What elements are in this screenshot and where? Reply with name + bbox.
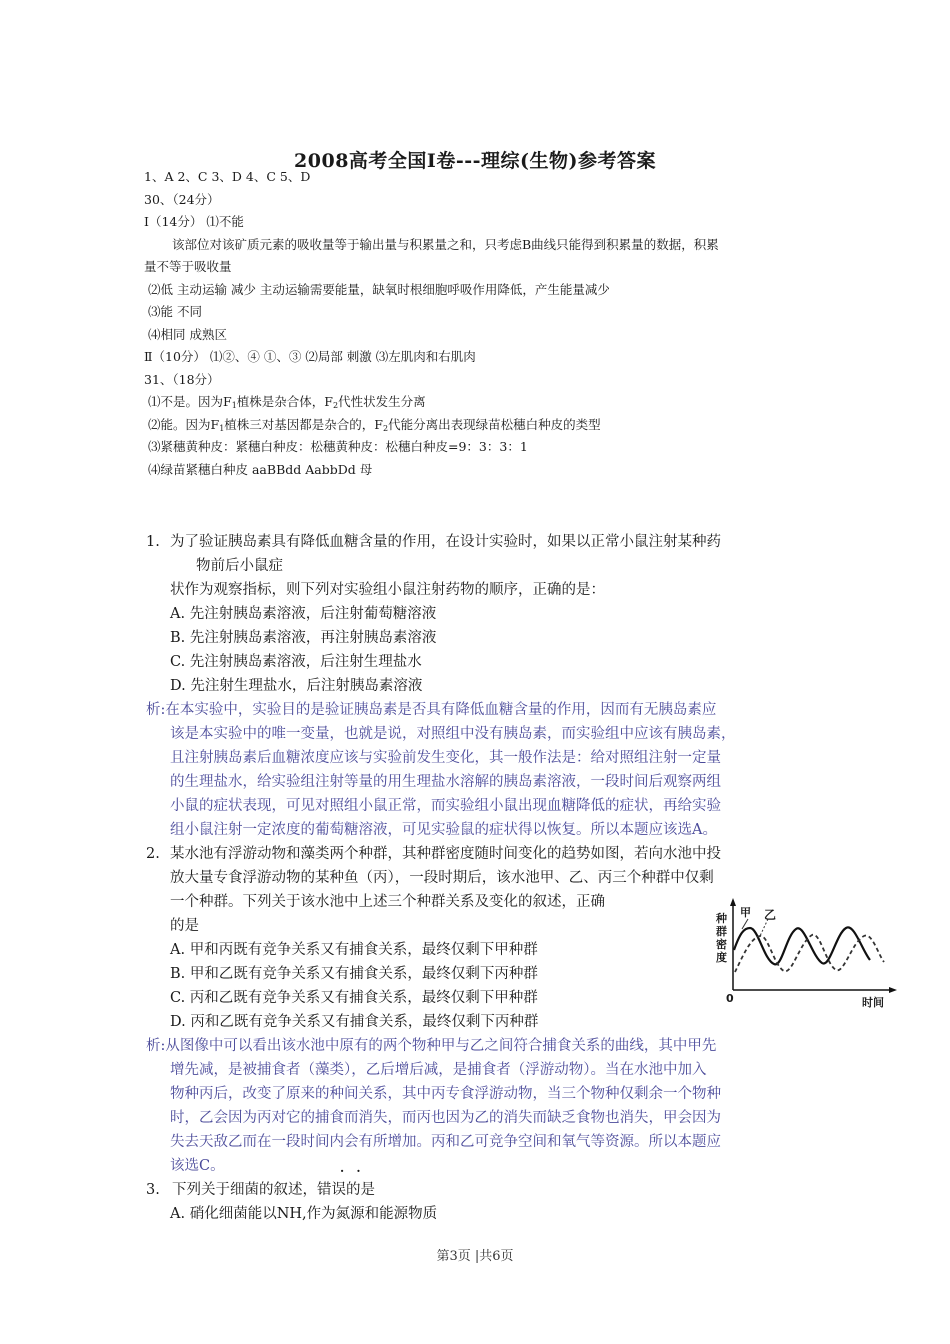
option-a: A. 甲和丙既有竞争关系又有捕食关系，最终仅剩下甲种群	[170, 942, 538, 958]
q30-part1-line1: 该部位对该矿质元素的吸收量等于输出量与积累量之和，只考虑B曲线只能得到积累量的数据，积累	[172, 237, 719, 252]
y-axis-char: 种	[716, 912, 727, 925]
q30-part2: Ⅱ（10分） ⑴②、④ ①、③ ⑵局部 刺激 ⑶左肌肉和右肌肉	[144, 349, 476, 364]
q30-part1-line2: 量不等于吸收量	[144, 259, 232, 274]
option-c: C. 丙和乙既有竞争关系又有捕食关系，最终仅剩下甲种群	[170, 990, 538, 1006]
page-footer: 第3页 |共6页	[436, 1249, 514, 1264]
q30-header: 30、（24分）	[144, 192, 220, 207]
y-axis-char: 群	[716, 925, 727, 938]
analysis-line: 析:从图像中可以看出该水池中原有的两个物种甲与乙之间符合捕食关系的曲线，其中甲先	[146, 1038, 717, 1054]
analysis-line: 且注射胰岛素后血糖浓度应该与实验前发生变化，其一般作法是：给对照组注射一定量	[170, 750, 721, 766]
question-stem: 一个种群。下列关于该水池中上述三个种群关系及变化的叙述，正确	[170, 894, 605, 910]
y-axis-label	[716, 912, 727, 964]
option-a: A. 硝化细菌能以NH,作为氮源和能源物质	[170, 1206, 438, 1222]
question-stem: 的是	[170, 918, 199, 934]
analysis-line: 的生理盐水，给实验组注射等量的用生理盐水溶解的胰岛素溶液，一段时间后观察两组	[170, 774, 721, 790]
question-number: 2.	[146, 846, 160, 862]
mc-answers: 1、A 2、C 3、D 4、C 5、D	[144, 169, 311, 184]
q31-2-text-b: 植株三对基因都是杂合的，F	[224, 417, 383, 432]
option-b: B. 先注射胰岛素溶液，再注射胰岛素溶液	[170, 630, 437, 646]
question-stem: 为了验证胰岛素具有降低血糖含量的作用，在设计实验时，如果以正常小鼠注射某种药	[170, 534, 721, 550]
y-axis-char: 密	[716, 938, 727, 951]
subscript: 1	[219, 424, 225, 433]
q31-4: ⑷绿苗紧穗白种皮 aaBBdd AabbDd 母	[148, 462, 373, 477]
analysis-line: 小鼠的症状表现，可见对照组小鼠正常，而实验组小鼠出现血糖降低的症状，再给实验	[170, 798, 721, 814]
population-density-chart	[712, 898, 897, 1010]
question-number: 3.	[146, 1182, 160, 1198]
q31-1-text-c: 代性状发生分离	[338, 394, 426, 409]
legend-jia: 甲	[740, 906, 751, 919]
q31-2-text-c: 代能分离出表现绿苗松穗白种皮的类型	[388, 417, 601, 432]
subscript: 2	[332, 401, 339, 410]
question-number: 1.	[146, 534, 160, 550]
q31-1-text-b: 植株是杂合体，F	[236, 394, 333, 409]
question-stem: 放大量专食浮游动物的某种鱼（丙），一段时期后，该水池甲、乙、丙三个种群中仅剩	[170, 870, 714, 886]
subscript: 1	[231, 401, 237, 410]
option-a: A. 先注射胰岛素溶液，后注射葡萄糖溶液	[170, 606, 437, 622]
subscript: 2	[382, 424, 389, 433]
question-stem: 下列关于细菌的叙述，错误的是	[172, 1182, 375, 1198]
page-title: 2008高考全国Ⅰ卷---理综(生物)参考答案	[294, 150, 656, 172]
analysis-line: 组小鼠注射一定浓度的葡萄糖溶液，可见实验鼠的症状得以恢复。所以本题应该选A。	[170, 822, 717, 838]
analysis-line: 析:在本实验中，实验目的是验证胰岛素是否具有降低血糖含量的作用，因而有无胰岛素应	[146, 702, 717, 718]
origin-label: 0	[726, 992, 734, 1005]
analysis-line: 增先减，是被捕食者（藻类），乙后增后减，是捕食者（浮游动物）。当在水池中加入	[170, 1062, 707, 1078]
question-stem: 状作为观察指标，则下列对实验组小鼠注射药物的顺序，正确的是：	[170, 582, 605, 598]
analysis-line: 该是本实验中的唯一变量，也就是说，对照组中没有胰岛素，而实验组中应该有胰岛素，	[170, 726, 736, 742]
q31-1-text-a: ⑴不是。因为F	[148, 394, 232, 409]
x-axis-label: 时间	[862, 996, 884, 1009]
analysis-line: 物种丙后，改变了原来的种间关系，其中丙专食浮游动物，当三个物种仅剩余一个物种	[170, 1086, 721, 1102]
q30-part1-3: ⑶能 不同	[148, 304, 202, 319]
option-c: C. 先注射胰岛素溶液，后注射生理盐水	[170, 654, 422, 670]
analysis-line: 失去天敌乙而在一段时间内会有所增加。丙和乙可竞争空间和氧气等资源。所以本题应	[170, 1134, 721, 1150]
emphasis-dots: · ·	[340, 1164, 365, 1178]
option-d: D. 丙和乙既有竞争关系又有捕食关系，最终仅剩下丙种群	[170, 1014, 539, 1030]
q31-header: 31、（18分）	[144, 372, 220, 387]
legend-yi: 乙	[764, 908, 777, 922]
q30-part1-header: Ⅰ（14分） ⑴不能	[144, 214, 244, 229]
question-stem: 某水池有浮游动物和藻类两个种群，其种群密度随时间变化的趋势如图，若向水池中投	[170, 846, 721, 862]
q31-2-text-a: ⑵能。因为F	[148, 417, 220, 432]
y-axis-char: 度	[716, 951, 727, 964]
analysis-line: 时，乙会因为丙对它的捕食而消失，而丙也因为乙的消失而缺乏食物也消失，甲会因为	[170, 1110, 721, 1126]
analysis-line: 该选C。	[170, 1158, 225, 1174]
option-d: D. 先注射生理盐水，后注射胰岛素溶液	[170, 678, 423, 694]
question-stem: 物前后小鼠症	[196, 558, 283, 574]
q31-3: ⑶紧穗黄种皮：紧穗白种皮：松穗黄种皮：松穗白种皮=9：3：3：1	[148, 439, 528, 454]
q30-part1-2: ⑵低 主动运输 减少 主动运输需要能量，缺氧时根细胞呼吸作用降低，产生能量减少	[148, 282, 610, 297]
option-b: B. 甲和乙既有竞争关系又有捕食关系，最终仅剩下丙种群	[170, 966, 538, 982]
q30-part1-4: ⑷相同 成熟区	[148, 327, 227, 342]
